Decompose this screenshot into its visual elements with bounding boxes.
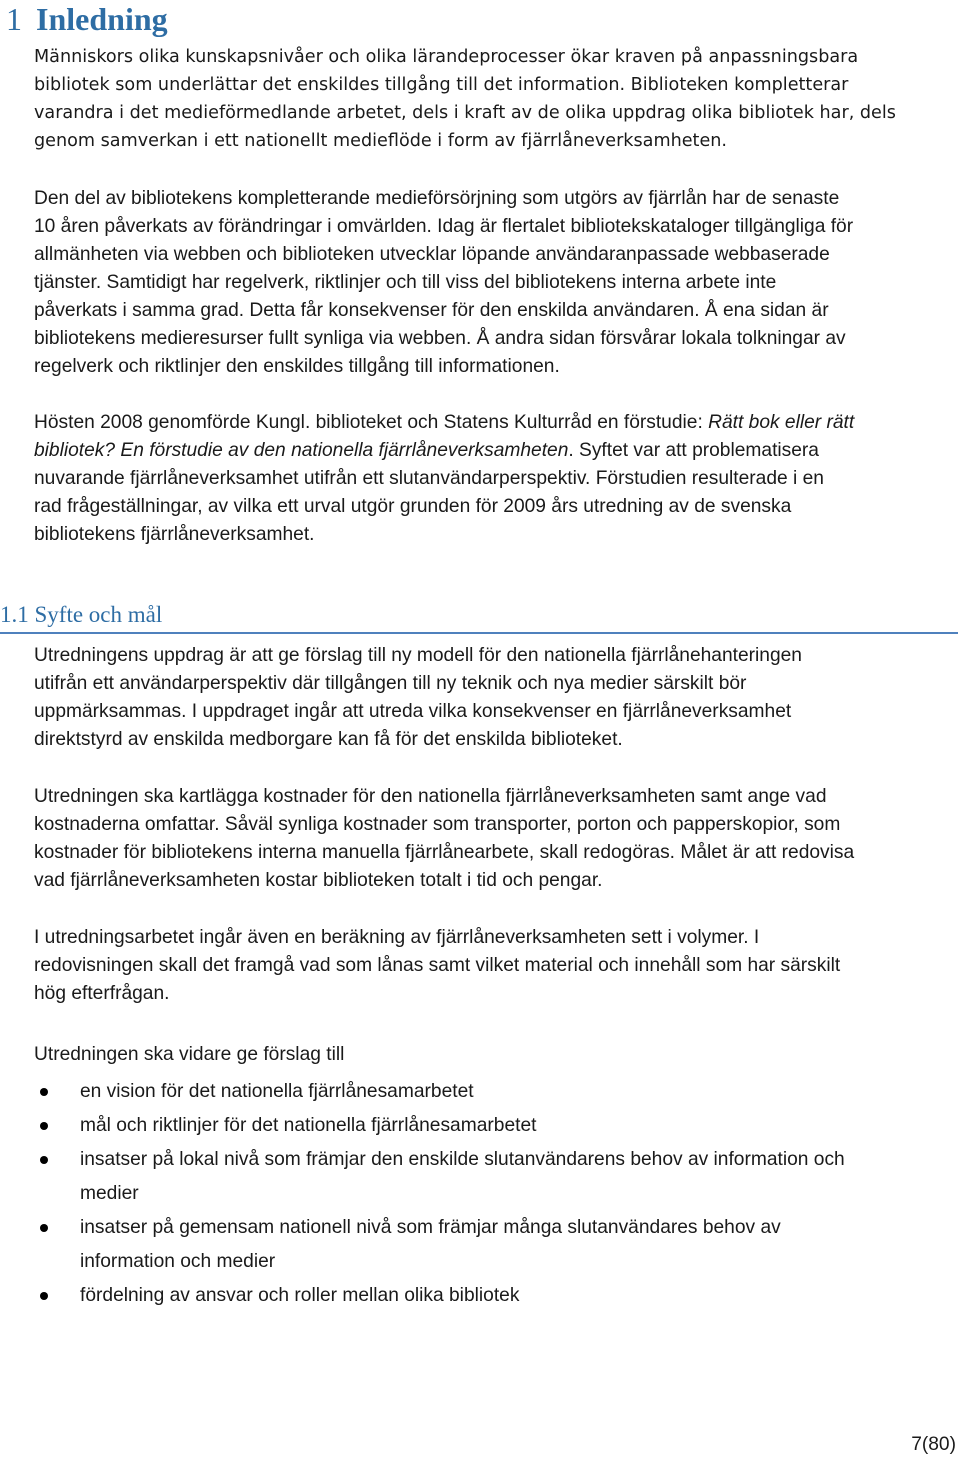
text-line: allmänheten via webben och biblioteken utvecklar löpande användaranpassade webbaserade — [34, 244, 830, 265]
text-line — [34, 409, 958, 437]
list-item-text: en vision för det nationella fjärrlånesamarbetet — [80, 1081, 474, 1102]
text-line: nuvarande fjärrlåneverksamhet utifrån ett slutanvändarperspektiv. Förstudien resulterade i en — [34, 468, 824, 489]
list-item-text: information och medier — [80, 1251, 276, 1272]
paragraph-7 — [34, 1041, 958, 1069]
list-item-text: fördelning av ansvar och roller mellan olika bibliotek — [80, 1285, 520, 1306]
text-line: Utredningen ska kartlägga kostnader för den nationella fjärrlåneverksamheten samt ange vad — [34, 786, 827, 807]
list-item — [34, 1109, 958, 1143]
text-run: . Syftet var att problematisera — [568, 440, 819, 461]
list-item — [34, 1075, 958, 1109]
text-line: Den del av bibliotekens kompletterande medieförsörjning som utgörs av fjärrlån har de senaste — [34, 188, 840, 209]
paragraph-6 — [34, 924, 958, 1008]
list-item-text: insatser på gemensam nationell nivå som främjar många slutanvändares behov av — [80, 1217, 781, 1238]
text-line: regelverk och riktlinjer den enskildes tillgång till informationen. — [34, 356, 560, 377]
bullet-icon — [40, 1156, 48, 1164]
text-line: bibliotek som underlättar det enskildes tillgång till det information. Biblioteken kompletterar — [34, 75, 849, 95]
bullet-icon — [40, 1224, 48, 1232]
text-line: bibliotekens medieresurser fullt synliga via webben. Å andra sidan försvårar lokala tolkningar av — [34, 328, 846, 349]
study-title-part2: bibliotek? En förstudie av den nationella fjärrlåneverksamheten — [34, 440, 569, 461]
text-line: tjänster. Samtidigt har regelverk, riktlinjer och till viss del bibliotekens interna arbete inte — [34, 272, 777, 293]
heading-title: Inledning — [36, 1, 168, 37]
paragraph-4 — [34, 642, 958, 754]
text-line: 10 åren påverkats av förändringar i omvärlden. Idag är flertalet bibliotekskataloger tillgängliga för — [34, 216, 854, 237]
list-item-text: insatser på lokal nivå som främjar den enskilde slutanvändarens behov av information och — [80, 1149, 845, 1170]
text-line: utifrån ett användarperspektiv där tillgången till ny teknik och nya medier särskilt bör — [34, 673, 747, 694]
heading-syfte-och-mal: 1.1 Syfte och mål — [0, 600, 958, 634]
list-item — [34, 1211, 958, 1279]
heading-number: 1 — [6, 1, 22, 37]
text-line: hög efterfrågan. — [34, 983, 170, 1004]
text-line: kostnader för bibliotekens interna manuella fjärrlånearbete, skall redogöras. Målet är att redovisa — [34, 842, 855, 863]
text-line — [34, 437, 958, 465]
bullet-icon — [40, 1122, 48, 1130]
text-line: Människors olika kunskapsnivåer och olika lärandeprocesser ökar kraven på anpassningsbara — [34, 47, 859, 67]
text-line: I utredningsarbetet ingår även en beräkning av fjärrlåneverksamheten sett i volymer. I — [34, 927, 760, 948]
text-line: Utredningens uppdrag är att ge förslag till ny modell för den nationella fjärrlånehanteringen — [34, 645, 802, 666]
text-line: rad frågeställningar, av vilka ett urval utgör grunden för 2009 års utredning av de svenska — [34, 496, 792, 517]
text-run: Hösten 2008 genomförde Kungl. biblioteket och Statens Kulturråd en förstudie: — [34, 412, 709, 433]
bullet-icon — [40, 1292, 48, 1300]
list-item — [34, 1143, 958, 1211]
text-line: genom samverkan i ett nationellt medieflöde i form av fjärrlåneverksamheten. — [34, 131, 728, 151]
text-line: direktstyrd av enskilda medborgare kan få för det enskilda biblioteket. — [34, 729, 623, 750]
heading-inledning — [6, 0, 168, 38]
text-line: varandra i det medieförmedlande arbetet, dels i kraft av de olika uppdrag olika bibliotek har, dels — [34, 103, 896, 123]
text-line: vad fjärrlåneverksamheten kostar biblioteken totalt i tid och pengar. — [34, 870, 603, 891]
proposal-list — [34, 1075, 958, 1313]
paragraph-2 — [34, 185, 958, 381]
text-line: uppmärksammas. I uppdraget ingår att utreda vilka konsekvenser en fjärrlåneverksamhet — [34, 701, 792, 722]
text-line: påverkats i samma grad. Detta får konsekvenser för den enskilda användaren. Å ena sidan är — [34, 300, 829, 321]
page-number: 7(80) — [911, 1434, 956, 1455]
paragraph-1 — [34, 43, 958, 155]
text-line: redovisningen skall det framgå vad som lånas samt vilket material och innehåll som har särskilt — [34, 955, 841, 976]
list-item-text: medier — [80, 1183, 139, 1204]
list-item-text: mål och riktlinjer för det nationella fjärrlånesamarbetet — [80, 1115, 537, 1136]
text-line: bibliotekens fjärrlåneverksamhet. — [34, 524, 315, 545]
list-item — [34, 1279, 958, 1313]
text-line: Utredningen ska vidare ge förslag till — [34, 1044, 345, 1065]
paragraph-3 — [34, 409, 958, 549]
bullet-icon — [40, 1088, 48, 1096]
paragraph-5 — [34, 783, 958, 895]
study-title-part1: Rätt bok eller rätt — [708, 412, 855, 433]
text-line: kostnaderna omfattar. Såväl synliga kostnader som transporter, porton och papperskopior, som — [34, 814, 841, 835]
